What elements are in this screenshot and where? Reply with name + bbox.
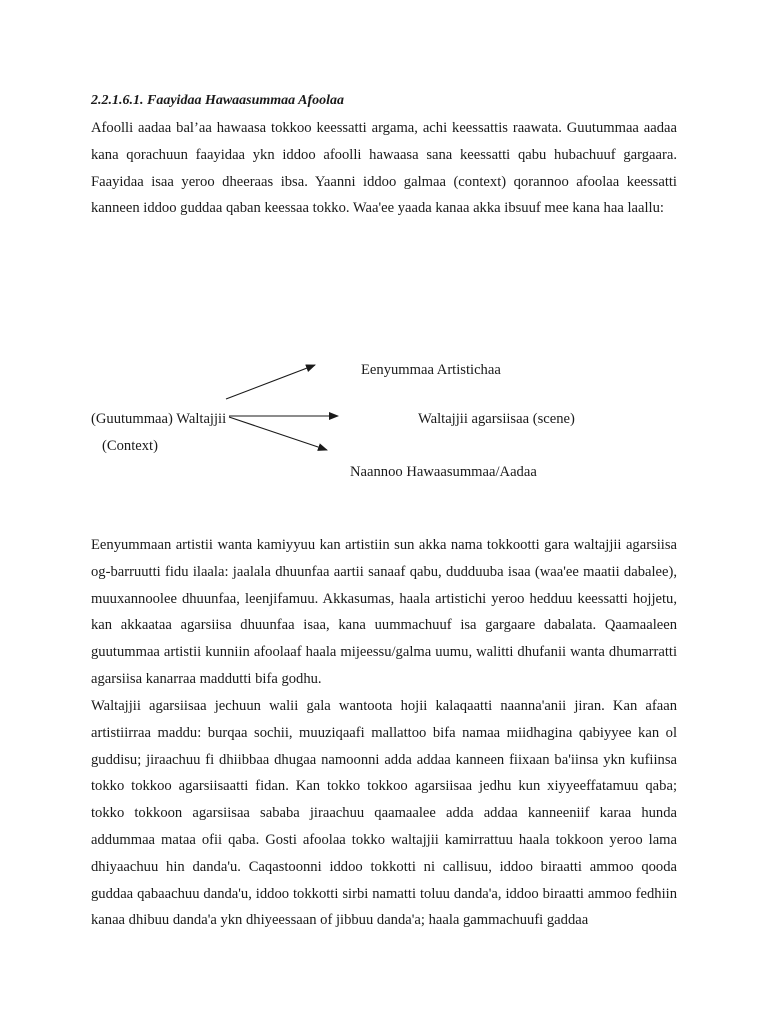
diagram-label-artist-identity: Eenyummaa Artistichaa	[361, 362, 501, 378]
diagram-label-context-subtitle: (Context)	[102, 438, 158, 454]
diagram-label-context-source: (Guutummaa) Waltajjii	[91, 411, 227, 427]
arrow-to-social-culture	[229, 417, 327, 450]
arrow-to-artist-identity	[226, 365, 315, 399]
diagram-label-social-culture: Naannoo Hawaasummaa/Aadaa	[350, 464, 537, 480]
artist-identity-paragraph: Eenyummaan artistii wanta kamiyyuu kan artistiin sun akka nama tokkootti gara waltajjii agarsiisa og-barruutti fidu ilaala: jaalala dhuunfaa aartii sanaaf qabu, dudduuba isaa (waa'ee maatii dabalee), muuxannoolee dhuunfaa, leenjifamuu. Akkasumas, haala artistichi yeroo hedduu keessatti hojjetu, kan akkaataa agarsiisa dhuunfaa isaa, kana uummachuuf isa gargaare dabalata. Qaamaaleen guutummaa artistii kunniin afoolaaf haala mijeessu/galma uumu, walitti dhufanii wanta dhumarratti agarsiisa kanarraa maddutti bifa godhu.	[91, 537, 677, 687]
section-heading: 2.2.1.6.1. Faayidaa Hawaasummaa Afoolaa	[91, 93, 345, 108]
diagram-label-performance-scene: Waltajjii agarsiisaa (scene)	[418, 411, 575, 427]
performance-scene-paragraph: Waltajjii agarsiisaa jechuun walii gala wantoota hojii kalaqaatti naanna'anii jiran. Kan afaan artistiirraa maddu: burqaa sochii, muuziqaafi mallattoo bifa namaa miidhagina qabiyyee kan ol guddisu; jiraachuu fi dhiibbaa dhugaa namoonni adda addaa kanneen fiixaan ba'iinsa ykn kufiinsa tokko tokkoo agarsiisaatti fidan. Kan tokko tokkoo agarsiisaa jedhu kun xiyyeeffatamuu qaba; tokko tokkoon agarsiisaa sababa jiraachuu qaamaalee adda addaa kanneeniif karaa hunda addummaa mataa ofii qaba. Gosti afoolaa tokko waltajjii kamirrattuu haala tokkoon yeroo lama dhiyaachuu hin danda'u. Caqastoonni iddoo tokkotti ni callisuu, iddoo biraatti ammoo qooda guddaa qabaachuu danda'u, iddoo tokkotti sirbi namatti toluu danda'a, iddoo biraatti ammoo fedhiin kanaa dhibuu danda'a ykn dhiyeessaan of jibbuu danda'a; haala gammachuufi gaddaa	[91, 698, 677, 929]
intro-paragraph: Afoolli aadaa bal’aa hawaasa tokkoo keessatti argama, achi keessattis raawata. Guutummaa aadaa kana qorachuun faayidaa ykn iddoo afoolli hawaasa sana keessatti qabu hubachuuf gargaara. Faayidaa isaa yeroo dheeraas ibsa. Yaanni iddoo galmaa (context) qorannoo afoolaa keessatti kanneen iddoo guddaa qaban keessaa tokko. Waa'ee yaada kanaa akka ibsuuf mee kana haa laallu:	[91, 120, 677, 217]
